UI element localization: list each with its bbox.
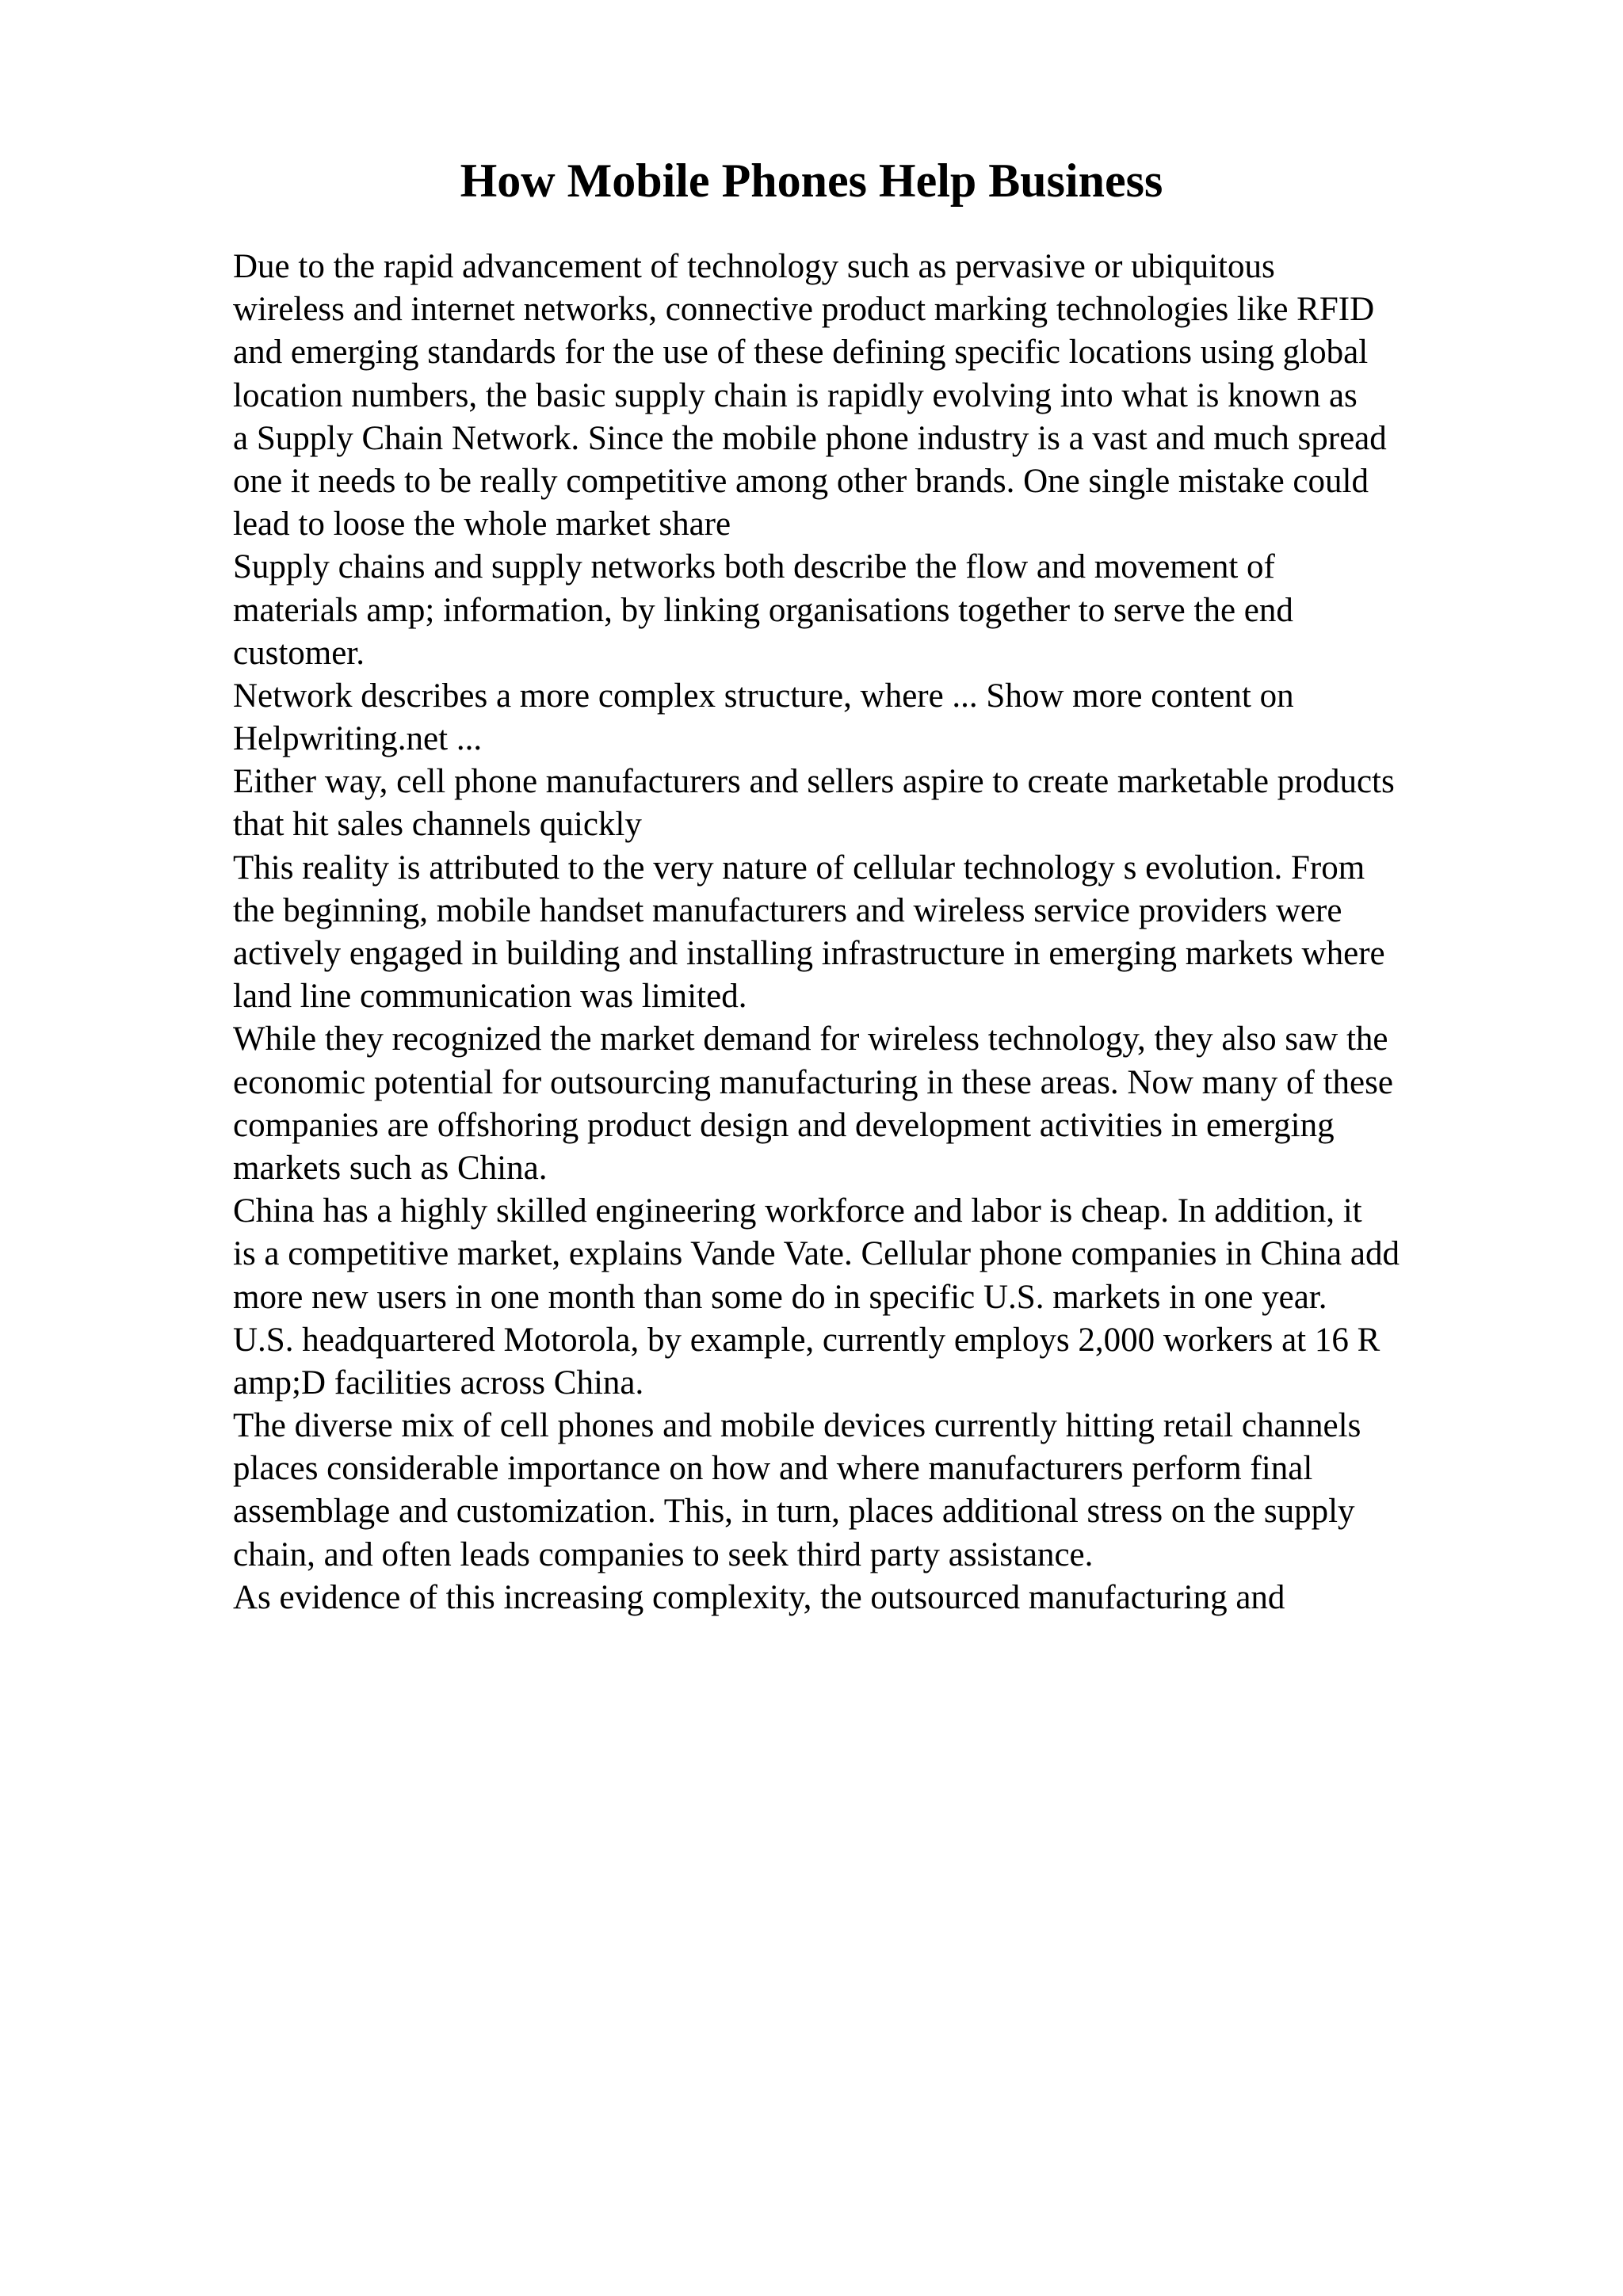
text-line: Supply chains and supply networks both describe the flow and movement of xyxy=(233,548,1275,586)
text-line: Helpwriting.net ... xyxy=(233,720,483,758)
text-line: U.S. headquartered Motorola, by example, currently employs 2,000 workers at 16 R xyxy=(233,1321,1381,1359)
text-line: the beginning, mobile handset manufacturers and wireless service providers were xyxy=(233,891,1342,929)
text-line: Network describes a more complex structure, where ... Show more content on xyxy=(233,677,1294,715)
text-line: lead to loose the whole market share xyxy=(233,505,731,543)
text-line: and emerging standards for the use of these defining specific locations using global xyxy=(233,334,1369,372)
text-line: one it needs to be really competitive among other brands. One single mistake could xyxy=(233,462,1369,500)
document-title: How Mobile Phones Help Business xyxy=(460,154,1163,207)
text-line: assemblage and customization. This, in turn, places additional stress on the supply xyxy=(233,1493,1355,1531)
text-line: actively engaged in building and installing infrastructure in emerging markets where xyxy=(233,935,1385,972)
text-line: land line communication was limited. xyxy=(233,978,747,1016)
text-line: companies are offshoring product design and development activities in emerging xyxy=(233,1106,1335,1144)
document-body xyxy=(233,246,1533,1619)
text-line: Either way, cell phone manufacturers and sellers aspire to create marketable products xyxy=(233,763,1395,801)
text-line: The diverse mix of cell phones and mobile devices currently hitting retail channels xyxy=(233,1407,1361,1445)
text-line: more new users in one month than some do in specific U.S. markets in one year. xyxy=(233,1278,1327,1316)
text-line: that hit sales channels quickly xyxy=(233,806,642,844)
text-line: This reality is attributed to the very nature of cellular technology s evolution. From xyxy=(233,849,1365,887)
text-line: While they recognized the market demand for wireless technology, they also saw the xyxy=(233,1020,1388,1058)
text-line: wireless and internet networks, connective product marking technologies like RFID xyxy=(233,291,1375,329)
text-line: China has a highly skilled engineering workforce and labor is cheap. In addition, it xyxy=(233,1192,1362,1230)
text-line: customer. xyxy=(233,634,365,672)
text-line: materials amp; information, by linking organisations together to serve the end xyxy=(233,591,1293,629)
text-line: economic potential for outsourcing manufacturing in these areas. Now many of these xyxy=(233,1063,1393,1101)
text-line: markets such as China. xyxy=(233,1149,548,1187)
text-line: Due to the rapid advancement of technology such as pervasive or ubiquitous xyxy=(233,248,1275,285)
text-line: a Supply Chain Network. Since the mobile phone industry is a vast and much spread xyxy=(233,419,1387,457)
text-line: places considerable importance on how and where manufacturers perform final xyxy=(233,1450,1313,1488)
text-line: location numbers, the basic supply chain is rapidly evolving into what is known as xyxy=(233,376,1358,414)
text-line: amp;D facilities across China. xyxy=(233,1363,644,1402)
text-line: is a competitive market, explains Vande Vate. Cellular phone companies in China add xyxy=(233,1235,1400,1273)
text-line: As evidence of this increasing complexity, the outsourced manufacturing and xyxy=(233,1578,1285,1616)
text-line: chain, and often leads companies to seek third party assistance. xyxy=(233,1535,1094,1573)
